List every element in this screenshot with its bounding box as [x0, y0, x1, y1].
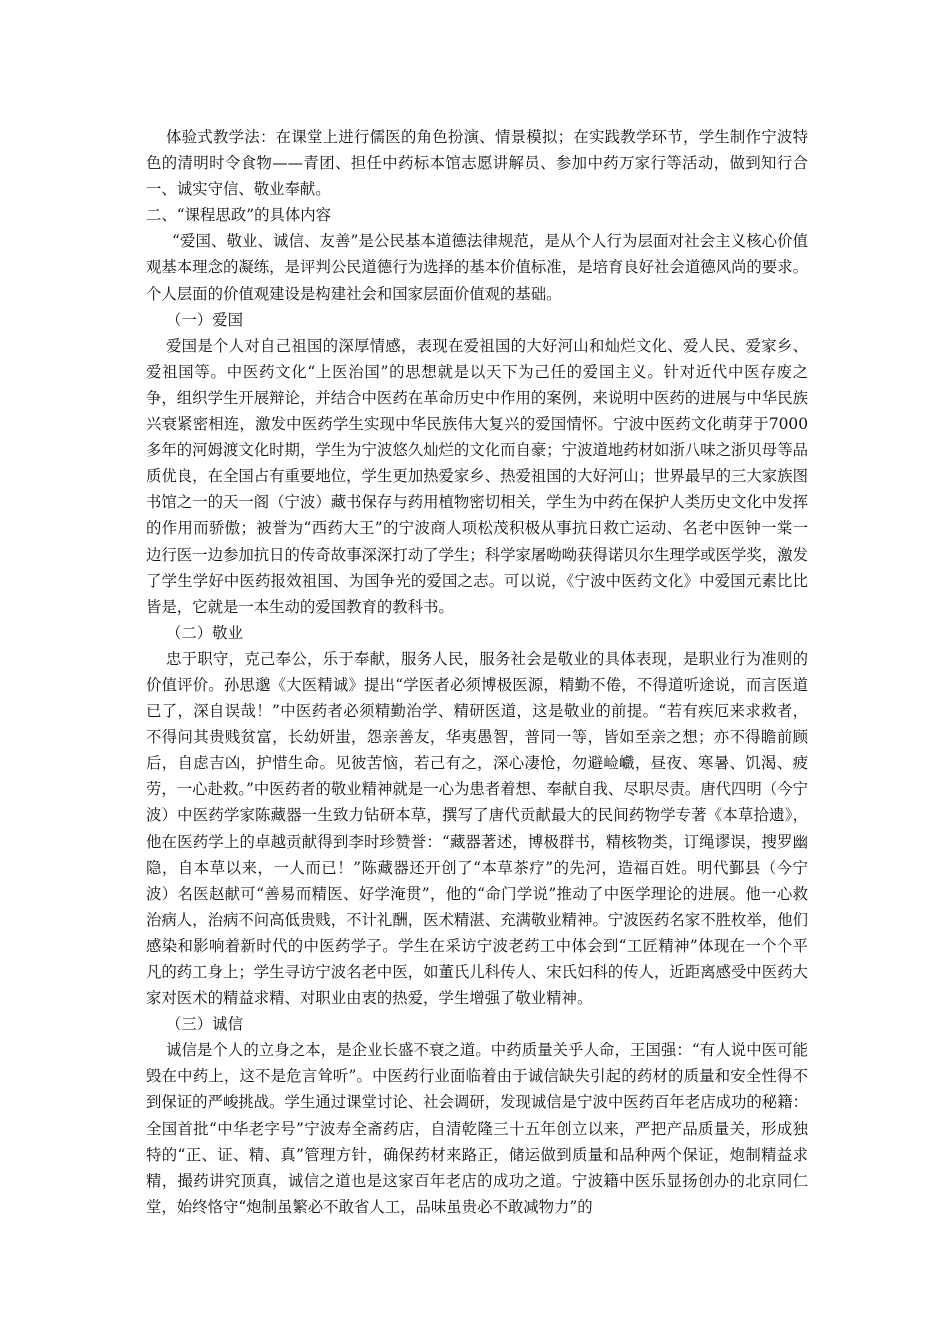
subheading-dedication: （二）敬业 [166, 623, 243, 642]
subheading-patriotism: （一）爱国 [166, 310, 243, 329]
document-page [146, 124, 808, 1220]
section-heading-course-content: 二、“课程思政”的具体内容 [146, 206, 332, 225]
paragraph-experiential-teaching: 体验式教学法：在课堂上进行儒医的角色扮演、情景模拟；在实践教学环节，学生制作宁波特色的清明时令食物——青团、担任中药标本馆志愿讲解员、参加中药万家行等活动，做到知行合一、诚实守信、敬业奉献。 [146, 128, 808, 199]
subheading-integrity: （三）诚信 [166, 1015, 243, 1034]
paragraph-patriotism: 爱国是个人对自己祖国的深厚情感，表现在爱祖国的大好河山和灿烂文化、爱人民、爱家乡、爱祖国等。中医药文化“上医治国”的思想就是以天下为己任的爱国主义。针对近代中医存废之争，组织学生开展辩论，并结合中医药在革命历史中作用的案例，来说明中医药的进展与中华民族兴衰紧密相连，激发中医药学生实现中华民族伟大复兴的爱国情怀。宁波中医药文化萌芽于7000多年的河姆渡文化时期，学生为宁波悠久灿烂的文化而自豪；宁波道地药材如浙八味之浙贝母等品质优良，在全国占有重要地位，学生更加热爱家乡、热爱祖国的大好河山；世界最早的三大家族图书馆之一的天一阁（宁波）藏书保存与药用植物密切相关，学生为中药在保护人类历史文化中发挥的作用而骄傲；被誉为“西药大王”的宁波商人项松茂积极从事抗日救亡运动、名老中医钟一棠一边行医一边参加抗日的传奇故事深深打动了学生；科学家屠呦呦获得诺贝尔生理学或医学奖，激发了学生学好中医药报效祖国、为国争光的爱国之志。可以说，《宁波中医药文化》中爱国元素比比皆是，它就是一本生动的爱国教育的教科书。 [146, 336, 808, 616]
paragraph-core-values: “爱国、敬业、诚信、友善”是公民基本道德法律规范，是从个人行为层面对社会主义核心价值观基本理念的凝练，是评判公民道德行为选择的基本价值标准，是培育良好社会道德风尚的要求。个人层面的价值观建设是构建社会和国家层面价值观的基础。 [146, 232, 808, 303]
paragraph-dedication: 忠于职守，克己奉公，乐于奉献，服务人民，服务社会是敬业的具体表现，是职业行为准则的价值评价。孙思邈《大医精诚》提出“学医者必须博极医源，精勤不倦，不得道听途说，而言医道已了，深自误哉！”中医药者必须精勤治学、精研医道，这是敬业的前提。“若有疾厄来求救者，不得问其贵贱贫富，长幼妍蚩，怨亲善友，华夷愚智，普同一等，皆如至亲之想；亦不得瞻前顾后，自虑吉凶，护惜生命。见彼苦恼，若己有之，深心凄怆，勿避崄巇，昼夜、寒暑、饥渴、疲劳，一心赴救。”中医药者的敬业精神就是一心为患者着想、奉献自我、尽职尽责。唐代四明（今宁波）中医药学家陈藏器一生致力钻研本草，撰写了唐代贡献最大的民间药物学专著《本草拾遗》，他在医药学上的卓越贡献得到李时珍赞誉：“藏器著述，博极群书，精核物类，订绳谬误，搜罗幽隐，自本草以来，一人而已！”陈藏器还开创了“本草茶疗”的先河，造福百姓。明代鄞县（今宁波）名医赵献可“善易而精医、好学淹贯”，他的“命门学说”推动了中医学理论的进展。他一心救治病人，治病不问高低贵贱，不计礼酬，医术精湛、充满敬业精神。宁波医药名家不胜枚举，他们感染和影响着新时代的中医药学子。学生在采访宁波老药工中体会到“工匠精神”体现在一个个平凡的药工身上；学生寻访宁波名老中医，如董氏儿科传人、宋氏妇科的传人，近距离感受中医药大家对医术的精益求精、对职业由衷的热爱，学生增强了敬业精神。 [146, 649, 808, 1008]
paragraph-integrity: 诚信是个人的立身之本，是企业长盛不衰之道。中药质量关乎人命，王国强：“有人说中医可能毁在中药上，这不是危言耸听”。中医药行业面临着由于诚信缺失引起的药材的质量和安全性得不到保证的严峻挑战。学生通过课堂讨论、社会调研，发现诚信是宁波中医药百年老店成功的秘籍：全国首批“中华老字号”宁波寿全斋药店，自清乾隆三十五年创立以来，严把产品质量关，形成独特的“正、证、精、真”管理方针，确保药材来路正，储运做到质量和品种两个保证，炮制精益求精，撮药讲究顶真，诚信之道也是这家百年老店的成功之道。宁波籍中医乐显扬创办的北京同仁堂，始终恪守“炮制虽繁必不敢省人工，品味虽贵必不敢减物力”的 [146, 1041, 808, 1216]
